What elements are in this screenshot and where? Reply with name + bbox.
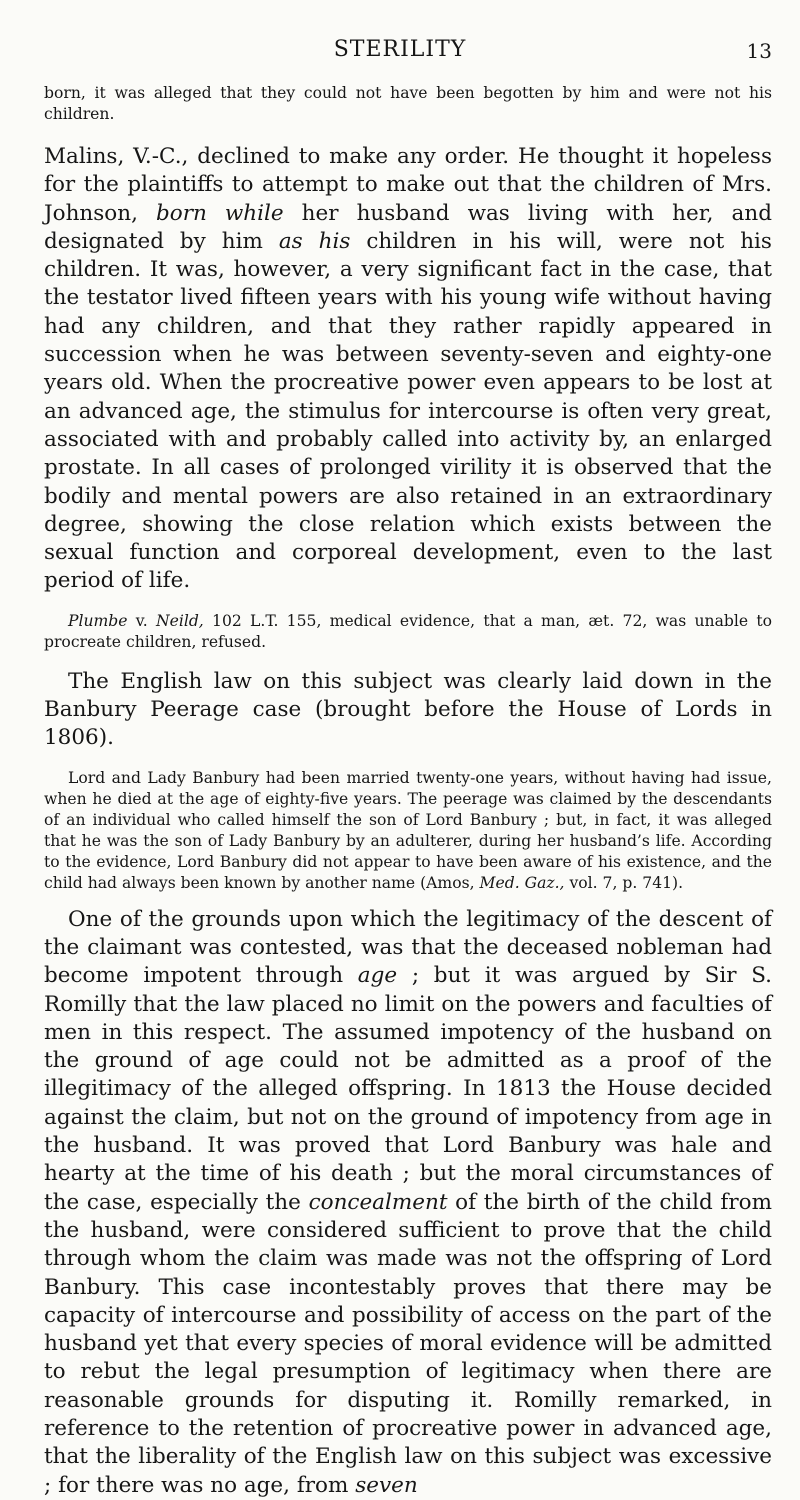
emphasis-age: age bbox=[357, 963, 398, 989]
emphasis-born-while: born while bbox=[155, 200, 284, 226]
text-run: Lord and Lady Banbury had been married twenty-one years, without having had issue, when he died at the age of eighty-five years. The peerage was claimed by the descendants of an individual who called himself the son of Lord Banbury ; but, in fact, it was alleged that he was the son of Lady Banbury by an adulterer, during her husband’s life. According to the evidence, Lord Banbury did not appear to have been aware of his existence, and the child had always been known by another name (Amos, bbox=[44, 768, 772, 892]
running-title: STERILITY bbox=[333, 37, 467, 62]
case-note-plumbe bbox=[44, 611, 772, 653]
text-run: children in his will, were not his children. It was, however, a very significant fact in the case, that the testator lived fifteen years with his young wife without having had any children, and that they rather rapidly appeared in succession when he was between seventy-seven and eighty-one years old. When the procreative power even appears to be lost at an advanced age, the stimulus for intercourse is often very great, associated with and probably called into activity by, an enlarged prostate. In all cases of prolonged virility it is observed that the bodily and mental powers are also retained in an extraordinary degree, showing the close relation which exists between the sexual function and corporeal development, even to the last period of life. bbox=[44, 228, 772, 594]
text-run: her husband was living with her, and designated by him bbox=[44, 200, 772, 254]
text-run: of the birth of the child from the husband, were considered sufficient to prove that the child through whom the claim was made was not the offspring of Lord Banbury. This case incontestably proves that there may be capacity of intercourse and possibility of access on the part of the husband yet that every species of moral evidence will be admitted to rebut the legal presumption of legitimacy when there are reasonable grounds for disputing it. Romilly remarked, in reference to the retention of procreative power in advanced age, that the liberality of the English law on this subject was excessive ; for there was no age, from bbox=[44, 1189, 773, 1498]
text-run: Malins, V.-C., declined to make any order. He thought it hopeless for the plaintiffs to attempt to make out that the children of Mrs. Johnson, bbox=[44, 144, 772, 226]
citation-med-gaz: Med. Gaz., bbox=[479, 873, 565, 892]
case-party-neild: Neild, bbox=[155, 611, 204, 630]
text-run: ; but it was argued by Sir S. Romilly that the law placed no limit on the powers and faculties of men in this respect. The assumed impotency of the husband on the ground of age could not be admitted as a proof of the illegitimacy of the alleged offspring. In 1813 the House decided against the claim, but not on the ground of impotency from age in the husband. It was proved that Lord Banbury was hale and hearty at the time of his death ; but the moral circumstances of the case, especially the bbox=[44, 963, 773, 1215]
case-party-plumbe: Plumbe bbox=[68, 611, 128, 630]
text-run: v. bbox=[127, 611, 156, 630]
page-number: 13 bbox=[746, 39, 772, 63]
emphasis-seven: seven bbox=[355, 1472, 418, 1498]
emphasis-concealment: concealment bbox=[308, 1189, 448, 1215]
paragraph-continuation: born, it was alleged that they could not have been begotten by him and were not his children. bbox=[44, 84, 772, 123]
paragraph-malins bbox=[44, 143, 772, 596]
paragraph-grounds bbox=[44, 906, 772, 1500]
paragraph-banbury-facts bbox=[44, 768, 772, 894]
text-run: One of the grounds upon which the legitimacy of the descent of the claimant was contested, was that the deceased nobleman had become impotent through bbox=[44, 906, 772, 989]
page-header bbox=[0, 37, 800, 67]
text-run: vol. 7, p. 741). bbox=[564, 873, 684, 892]
page-body bbox=[44, 83, 772, 1500]
text-run: 102 L.T. 155, medical evidence, that a man, æt. 72, was unable to procreate children, refused. bbox=[44, 611, 772, 651]
paragraph-banbury-intro: The English law on this subject was clearly laid down in the Banbury Peerage case (brought before the House of Lords in 1806). bbox=[44, 668, 772, 751]
emphasis-as-his: as his bbox=[278, 228, 351, 254]
